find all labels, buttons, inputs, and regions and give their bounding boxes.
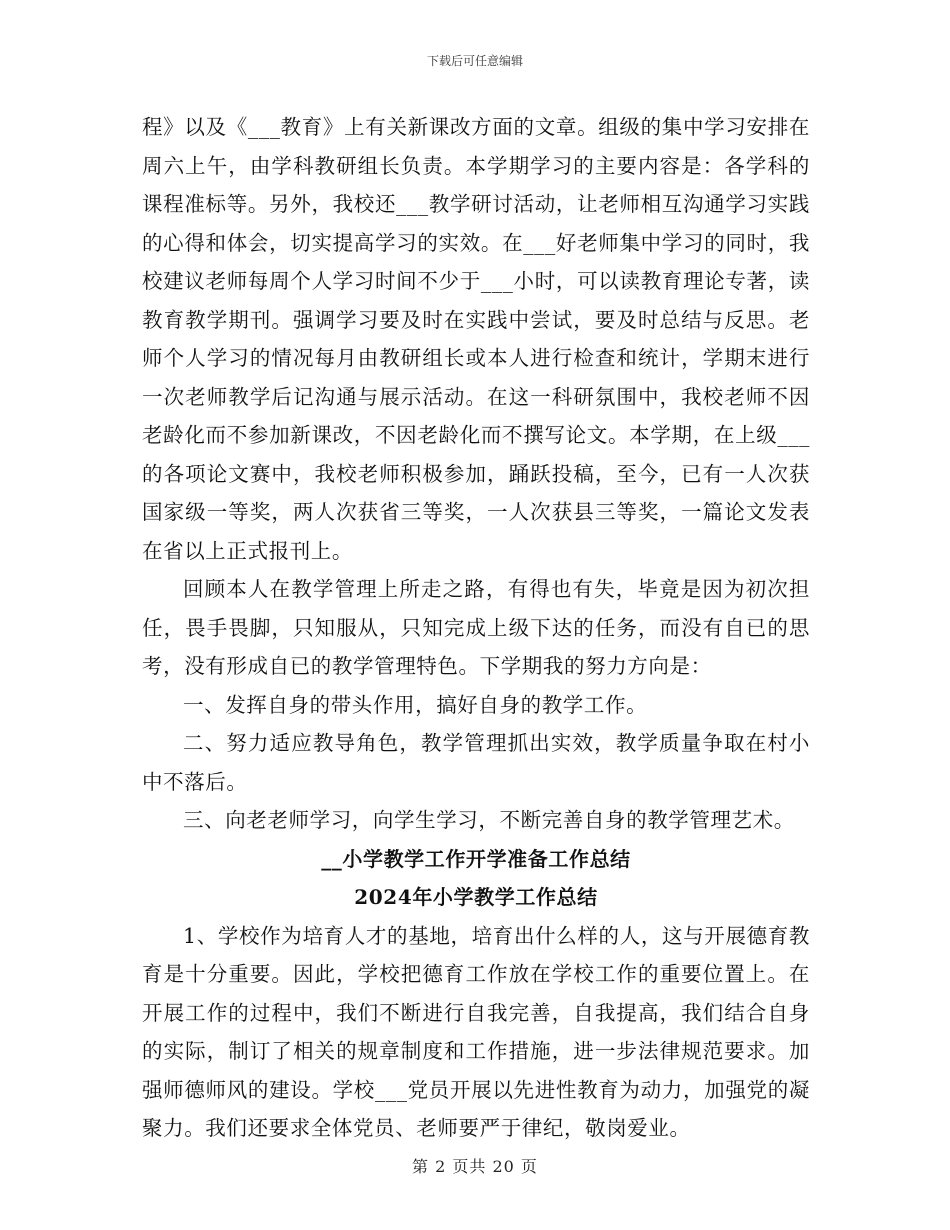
page-footer: 第 2 页共 20 页 (412, 1157, 538, 1176)
paragraph-continued: 程》以及《___教育》上有关新课改方面的文章。组级的集中学习安排在周六上午，由学科教研组长负责。本学期学习的主要内容是：各学科的课程准标等。另外，我校还___教学研讨活动，让老师相互沟通学习实践的心得和体会，切实提高学习的实效。在___好老师集中学习的同时，我校建议老师每周个人学习时间不少于___小时，可以读教育理论专著，读教育教学期刊。强调学习要及时在实践中尝试，要及时总结与反思。老师个人学习的情况每月由教研组长或本人进行检查和统计，学期末进行一次老师教学后记沟通与展示活动。在这一科研氛围中，我校老师不因老龄化而不参加新课改，不因老龄化而不撰写论文。本学期，在上级___的各项论文赛中，我校老师积极参加，踊跃投稿，至今，已有一人次获国家级一等奖，两人次获省三等奖，一人次获县三等奖，一篇论文发表在省以上正式报刊上。 (142, 115, 810, 563)
paragraph-review: 回顾本人在教学管理上所走之路，有得也有失，毕竟是因为初次担任，畏手畏脚，只知服从，只知完成上级下达的任务，而没有自已的思考，没有形成自已的教学管理特色。下学期我的努力方向是： (142, 577, 810, 678)
page-header: 下载后可任意编辑 (426, 54, 523, 68)
document-title: 2024年小学教学工作总结 (354, 885, 598, 909)
paragraph-moral-education: 1、学校作为培育人才的基地，培育出什么样的人，这与开展德育教育是十分重要。因此，学校把德育工作放在学校工作的重要位置上。在开展工作的过程中，我们不断进行自我完善，自我提高，我们结合自身的实际，制订了相关的规章制度和工作措施，进一步法律规范要求。加强师德师风的建设。学校___党员开展以先进性教育为动力，加强党的凝聚力。我们还要求全体党员、老师要严于律纪，敬岗爱业。 (142, 923, 810, 1140)
document-body (142, 108, 810, 1148)
section-heading: __小学教学工作开学准备工作总结 (321, 846, 631, 871)
paragraph-direction-1: 一、发挥自身的带头作用，搞好自身的教学工作。 (183, 692, 648, 717)
paragraph-direction-2: 二、努力适应教导角色，教学管理抓出实效，教学质量争取在村小中不落后。 (142, 731, 810, 794)
paragraph-direction-3: 三、向老老师学习，向学生学习，不断完善自身的教学管理艺术。 (183, 808, 795, 832)
